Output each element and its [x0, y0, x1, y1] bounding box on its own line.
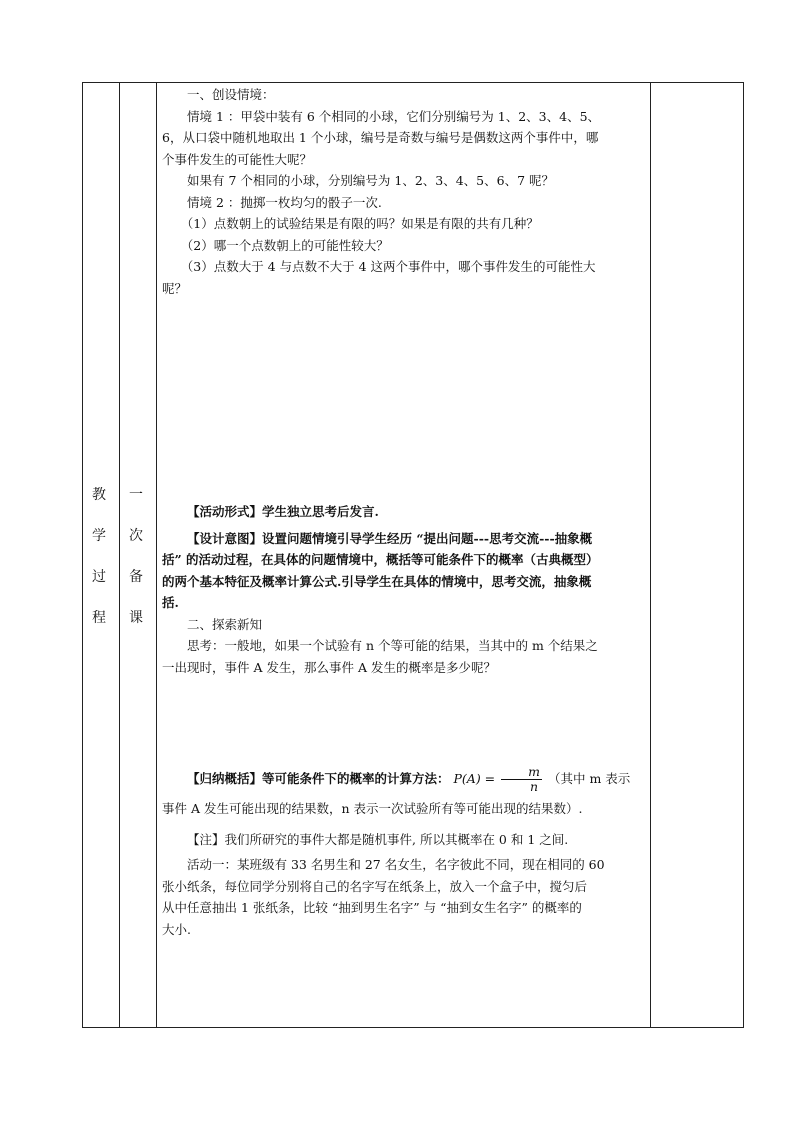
question-1: （1）点数朝上的试验结果是有限的吗？如果是有限的共有几种？	[180, 216, 539, 231]
column-divider	[119, 83, 120, 1027]
question-3: （3）点数大于 4 与点数不大于 4 这两个事件中，哪个事件发生的可能性大	[180, 259, 596, 274]
section-title: 一、创设情境：	[187, 87, 275, 102]
question-3: 呢？	[162, 280, 188, 296]
section-title: 二、探索新知	[187, 616, 263, 632]
activity-1-line: 张小纸条，每位同学分别将自己的名字写在纸条上，放入一个盒子中，搅匀后	[162, 878, 588, 894]
design-intent-line: 括” 的活动过程，在具体的问题情境中，概括等可能条件下的概率（古典概型）	[162, 552, 599, 567]
design-intent-line: 的两个基本特征及概率计算公式.引导学生在具体的情境中，思考交流，抽象概	[162, 573, 592, 589]
summary-tail: （其中 m 表示	[547, 771, 631, 786]
scenario-1-line: 如果有 7 个相同的小球，分别编号为 1、2、3、4、5、6、7 呢？	[187, 173, 555, 188]
scenario-1-line: 个事件发生的可能性大呢？	[162, 151, 313, 167]
formula-fraction	[501, 765, 542, 794]
design-intent-line: 【设计意图】设置问题情境引导学生经历 “提出问题---思考交流---抽象概	[187, 530, 593, 546]
activity-1-line: 活动一：某班级有 33 名男生和 27 名女生，名字彼此不同，现在相同的 60	[187, 857, 605, 872]
column-divider	[156, 83, 157, 1027]
summary-line	[162, 764, 642, 794]
column-label-first-prep: 一 次 备 课	[129, 487, 143, 626]
activity-form: 【活动形式】学生独立思考后发言.	[187, 504, 379, 519]
scenario-1-line: 情境 1 ：甲袋中装有 6 个相同的小球，它们分别编号为 1、2、3、4、5、	[187, 108, 601, 124]
summary-line: 事件 A 发生可能出现的结果数，n 表示一次试验所有等可能出现的结果数）.	[162, 801, 583, 816]
formula-numerator: m	[501, 765, 542, 780]
column-label-teaching-process: 教 学 过 程	[92, 487, 106, 626]
scenario-1-line: 6，从口袋中随机地取出 1 个小球，编号是奇数与编号是偶数这两个事件中，哪	[162, 130, 599, 145]
scenario-2-line: 情境 2 ：抛掷一枚均匀的骰子一次.	[187, 194, 382, 210]
blank-space	[162, 299, 642, 501]
formula-denominator: n	[530, 779, 539, 794]
question-2: （2）哪一个点数朝上的可能性较大？	[180, 237, 389, 253]
blank-space	[162, 678, 642, 764]
design-intent-line: 括.	[162, 595, 179, 610]
column-divider	[650, 83, 651, 1027]
lesson-content	[162, 84, 642, 940]
activity-1-line: 大小.	[162, 921, 191, 937]
think-line: 思考：一般地，如果一个试验有 n 个等可能的结果，当其中的 m 个结果之	[187, 638, 598, 653]
note: 【注】我们所研究的事件大都是随机事件, 所以其概率在 0 和 1 之间.	[187, 831, 569, 847]
think-line: 一出现时，事件 A 发生，那么事件 A 发生的概率是多少呢？	[162, 659, 496, 675]
activity-1-line: 从中任意抽出 1 张纸条，比较 “抽到男生名字” 与 “抽到女生名字” 的概率的	[162, 900, 582, 915]
probability-formula: P(A) =	[453, 771, 496, 786]
summary-lead: 【归纳概括】等可能条件下的概率的计算方法：	[187, 771, 450, 786]
